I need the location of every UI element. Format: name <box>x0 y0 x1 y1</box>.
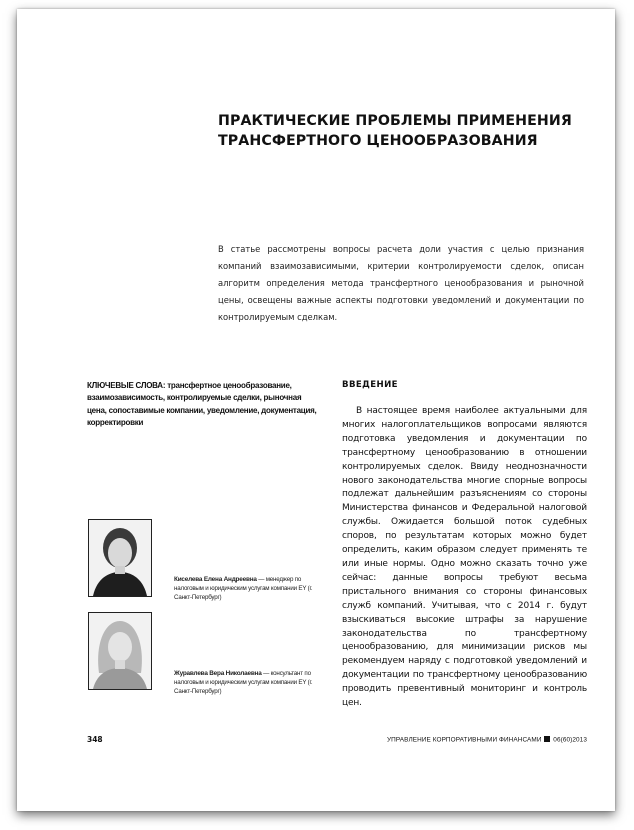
keywords-text: трансфертное ценообразование, взаимозависимость, контролируемые сделки, рыночная цена, сопоставимые компании, уведомление, документация, корректировки <box>87 381 317 428</box>
author-1-name: Киселева Елена Андреевна <box>174 576 257 583</box>
page-number: 348 <box>87 735 103 744</box>
square-bullet-icon <box>544 736 550 742</box>
journal-name: УПРАВЛЕНИЕ КОРПОРАТИВНЫМИ ФИНАНСАМИ <box>387 736 542 744</box>
author-2-info <box>174 669 322 697</box>
journal-page <box>17 9 615 811</box>
author-photo-1 <box>88 519 152 597</box>
author-portrait-2-image <box>89 613 151 689</box>
author-photo-2 <box>88 612 152 690</box>
author-1-info <box>174 575 322 603</box>
keywords-block <box>87 380 322 430</box>
intro-heading: ВВЕДЕНИЕ <box>342 380 398 390</box>
author-2-name: Журавлева Вера Николаевна <box>174 670 262 677</box>
keywords-label: КЛЮЧЕВЫЕ СЛОВА: <box>87 381 166 390</box>
article-abstract: В статье рассмотрены вопросы расчета доли участия с целью признания компаний взаимозависимыми, критерии контролируемости сделок, описан алгоритм определения метода трансфертного ценообразования и рыночной цены, освещены важные аспекты подготовки уведомлений и документации по контролируемым сделкам. <box>218 244 584 322</box>
journal-footer <box>387 736 587 744</box>
author-1-role: — менеджер по налоговым и юридическим услугам компании EY (г. Санкт-Петербург) <box>174 576 313 602</box>
author-2-role: — консультант по налоговым и юридическим услугам компании EY (г. Санкт-Петербург) <box>174 670 313 696</box>
author-portrait-1-image <box>89 520 151 596</box>
article-title: ПРАКТИЧЕСКИЕ ПРОБЛЕМЫ ПРИМЕНЕНИЯ ТРАНСФЕРТНОГО ЦЕНООБРАЗОВАНИЯ <box>218 113 572 149</box>
intro-body: В настоящее время наиболее актуальными для многих налогоплательщиков вопросами являются подготовка уведомления и документации по трансфертному ценообразованию в отношении контролируемых сделок. Ввиду неоднозначности нового законодательства многие спорные вопросы подлежат дальнейшим разъяснениям со стороны Министерства финансов и Федеральной налоговой службы. Ожидается большой поток судебных споров, по результатам которых можно будет определить, каким образом следует применять те или иные нормы. Одно можно сказать точно уже сейчас: данные вопросы требуют весьма пристального внимания со стороны финансовых служб компаний. Учитывая, что с 2014 г. будут взыскиваться высокие штрафы за нарушение законодательства по трансфертному ценообразованию, для минимизации рисков мы рекомендуем наряду с подготовкой уведомлений и документации по трансфертному ценообразованию проводить превентивный мониторинг и контроль цен. <box>342 406 587 709</box>
journal-issue: 06(60)2013 <box>553 736 587 744</box>
